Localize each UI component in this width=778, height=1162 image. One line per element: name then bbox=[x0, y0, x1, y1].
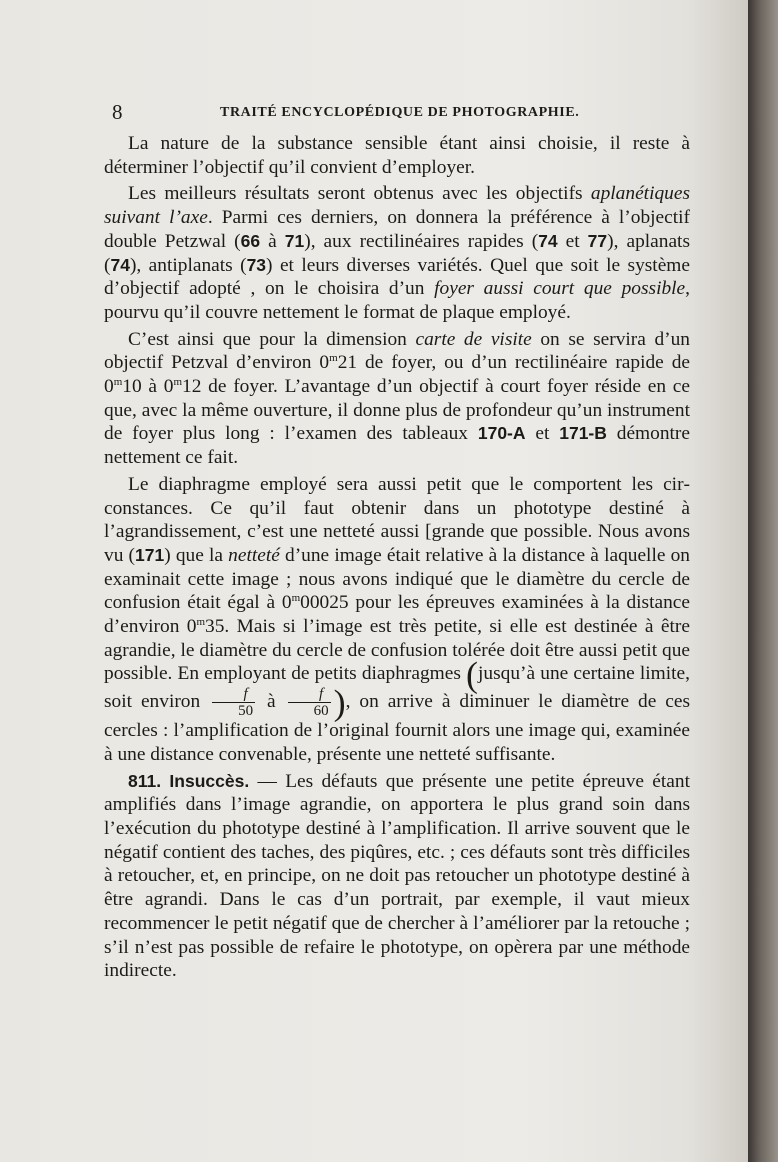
paragraph-insucces bbox=[104, 770, 690, 983]
section-title: Insuccès. bbox=[169, 770, 250, 791]
text-run: 35. Mais si l’image est très petite, si elle est destinée à être agrandie, le diamètre du cercle de confusion tolérée doit être aussi petit que possible. En employant de petits diaphragmes bbox=[104, 616, 690, 685]
section-reference: 71 bbox=[284, 230, 305, 251]
unit-superscript: m bbox=[113, 376, 123, 389]
section-reference: 77 bbox=[587, 230, 608, 251]
body-text bbox=[104, 132, 690, 983]
unit-superscript: m bbox=[329, 352, 338, 365]
text-run: démontre nettement ce fait. bbox=[104, 423, 690, 469]
text-run: à bbox=[258, 691, 285, 713]
section-reference: 66 bbox=[240, 230, 261, 251]
text-run: , pourvu qu’il couvre nettement le format de plaque employé. bbox=[104, 278, 691, 323]
section-reference: 73 bbox=[246, 254, 267, 275]
text-run: et bbox=[557, 230, 588, 252]
text-run: ) que la bbox=[164, 544, 229, 566]
close-parenthesis: ) bbox=[333, 682, 346, 723]
text-run: d’une image était relative à la distance à laquelle on examinait cette image ; nous avons indiqué que le diamètre du cercle de confusion était égal à 0 bbox=[104, 544, 690, 614]
section-reference: 170-A bbox=[477, 423, 526, 444]
paragraph-carte-de-visite bbox=[104, 328, 690, 470]
fraction-numerator: f bbox=[212, 686, 255, 703]
text-run: ), aplanats ( bbox=[104, 230, 690, 276]
fraction-numerator: f bbox=[288, 686, 331, 703]
italic-term: carte de visite bbox=[415, 328, 532, 350]
section-reference: 74 bbox=[110, 254, 130, 275]
text-run: C’est ainsi que pour la dimension bbox=[128, 328, 416, 350]
italic-term: netteté bbox=[228, 544, 280, 566]
italic-term: foyer aussi court que possible bbox=[434, 278, 686, 300]
italic-term: aplanétiques suivant l’axe bbox=[104, 183, 690, 229]
text-run: ), antiplanats ( bbox=[129, 254, 247, 276]
text-run: Les meilleurs résultats seront obtenus avec les objectifs bbox=[128, 183, 591, 205]
adjacent-page-edge bbox=[748, 0, 778, 1162]
fraction-f-50 bbox=[212, 686, 255, 719]
paragraph-aplanetic-objectives bbox=[104, 182, 690, 324]
unit-superscript: m bbox=[291, 592, 301, 605]
text-run: à bbox=[260, 230, 285, 252]
section-reference: 74 bbox=[538, 230, 558, 251]
running-title: TRAITÉ ENCYCLOPÉDIQUE DE PHOTOGRAPHIE. bbox=[220, 105, 580, 120]
text-run: jusqu’à une certaine limite, soit environ bbox=[104, 663, 690, 713]
text-run: , on arrive à diminuer le diamètre de ces cercles : l’amplification de l’original fournit alors une image qui, examinée à une distance convenable, présente une netteté suffisante. bbox=[104, 691, 690, 765]
paragraph-diaphragm bbox=[104, 473, 690, 767]
text-run: — Les défauts que présente une petite épreuve étant amplifiés dans l’image agrandie, on apportera le plus grand soin dans l’exécution du phototype destiné à l’amplification. Il arrive souvent que le négatif contient des taches, des piqûres, etc. ; ces défauts sont très difficiles à retoucher, et, en principe, on ne doit pas retoucher un phototype destiné à être agrandi. Dans le cas d’un portrait, par exemple, il vaut mieux recommencer le petit négatif que de chercher à l’améliorer par la retouche ; s’il n’est pas possible de refaire le phototype, on opèrera par une méthode indirecte. bbox=[104, 770, 690, 982]
fraction-denominator: 60 bbox=[313, 703, 329, 720]
section-reference: 171-B bbox=[559, 423, 607, 444]
text-run: 00025 pour les épreuves examinées à la distance d’environ 0 bbox=[104, 592, 690, 638]
open-parenthesis: ( bbox=[466, 655, 479, 696]
section-number: 811. bbox=[128, 770, 162, 791]
text-run: . Parmi ces derniers, on donnera la préférence à l’objectif double Petzwal ( bbox=[104, 207, 690, 252]
text-run: ) et leurs diverses variétés. Quel que soit le système d’objectif adopté , on le choisira d’un bbox=[104, 254, 690, 300]
page-header bbox=[112, 100, 692, 126]
unit-superscript: m bbox=[173, 376, 183, 389]
text-run: 21 de foyer, ou d’un rectilinéaire rapide de 0 bbox=[104, 352, 691, 398]
text-run: Le diaphragme employé sera aussi petit que le comportent les circonstances. Ce qu’il faut obtenir dans un phototype destiné à l’agrandissement, c’est une netteté aussi [grande que possible. Nous avons vu ( bbox=[104, 473, 690, 566]
page-number: 8 bbox=[112, 100, 123, 124]
text-run: ), aux rectilinéaires rapides ( bbox=[304, 230, 539, 252]
fraction-denominator: 50 bbox=[238, 703, 254, 720]
text-run: et bbox=[525, 423, 560, 445]
fraction-f-60 bbox=[288, 686, 331, 719]
section-reference: 171 bbox=[135, 544, 165, 565]
paragraph-objective-choice bbox=[104, 132, 690, 179]
text-run: on se servira d’un objectif Petzval d’environ 0 bbox=[104, 328, 690, 374]
text-run: 12 de foyer. L’avantage d’un objectif à court foyer réside en ce que, avec la même ouverture, il donne plus de profondeur qu’un instrument de foyer plus long : l’examen des tableaux bbox=[104, 376, 690, 445]
text-run: La nature de la substance sensible étant ainsi choisie, il reste à déterminer l’objectif qu’il convient d’employer. bbox=[104, 133, 690, 178]
text-run: 10 à 0 bbox=[122, 376, 174, 398]
unit-superscript: m bbox=[196, 616, 206, 629]
